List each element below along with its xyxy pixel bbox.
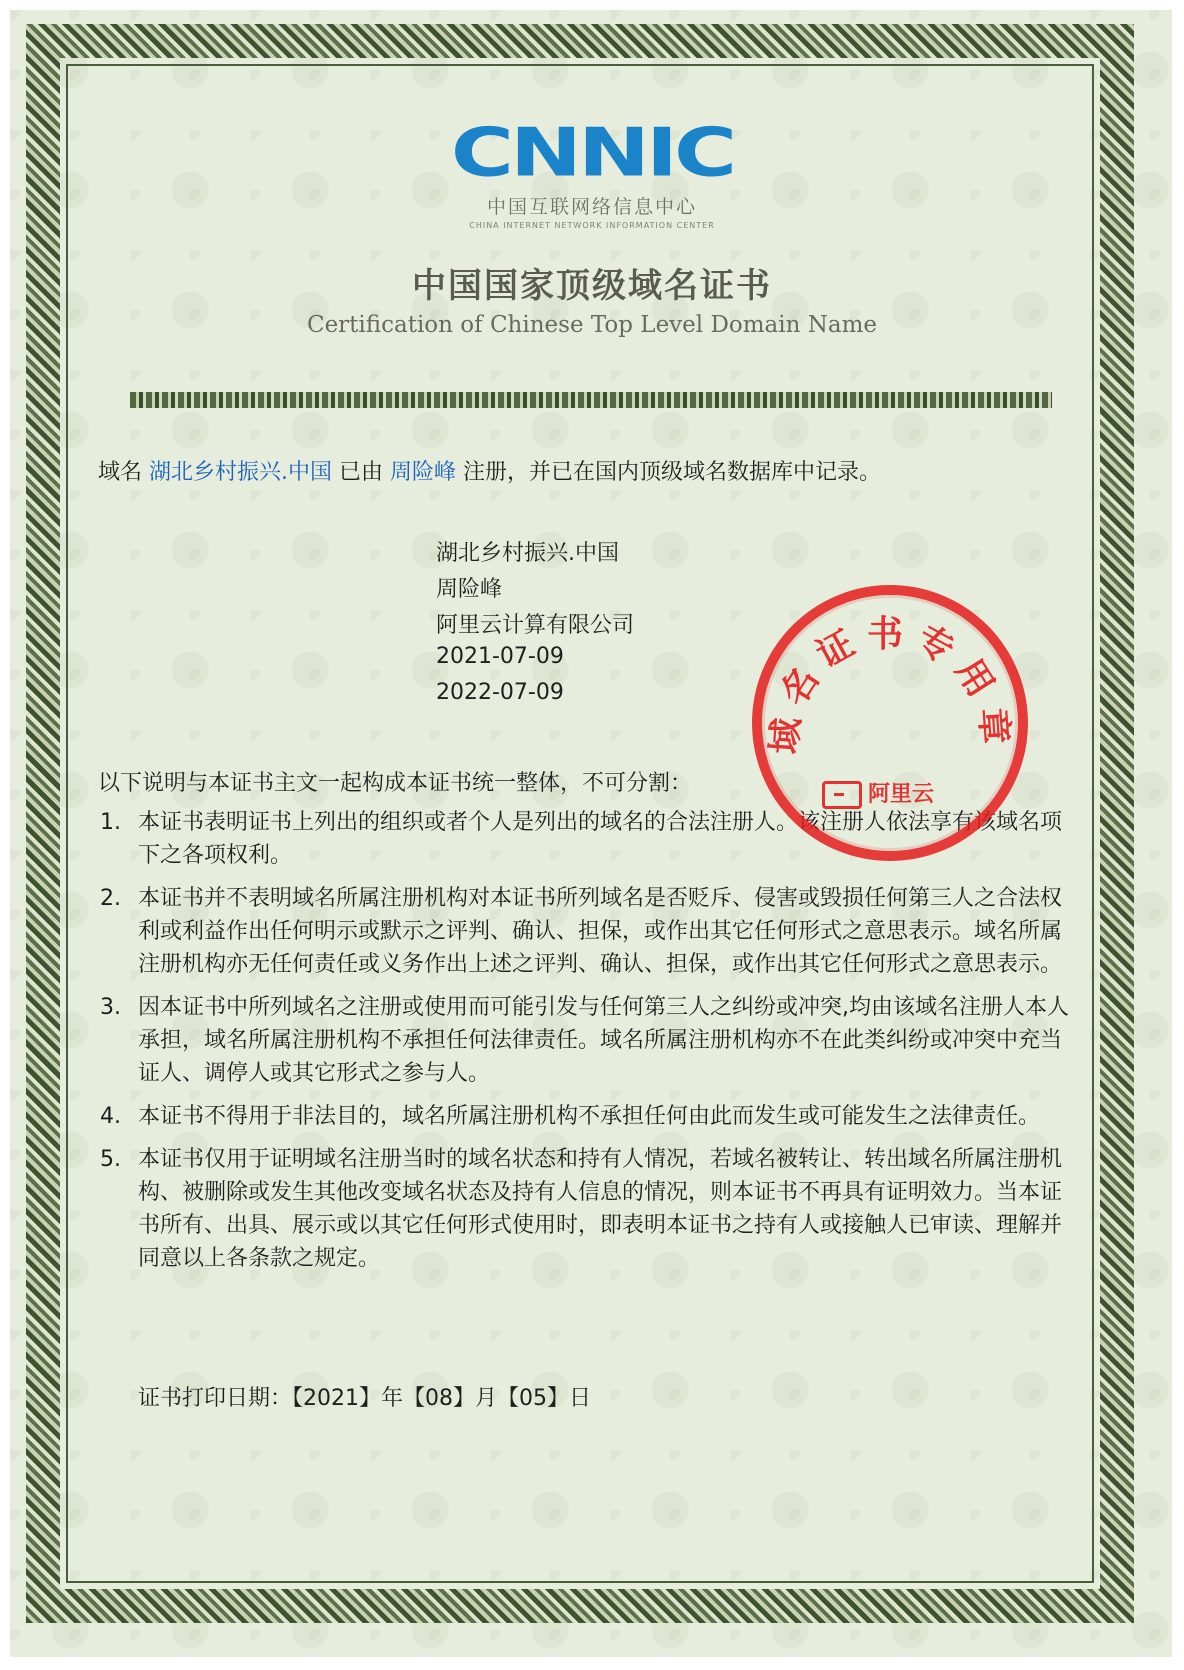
note-number: 4. — [100, 1104, 121, 1129]
logo-english-name: CHINA INTERNET NETWORK INFORMATION CENTER — [469, 221, 715, 230]
note-text: 本证书表明证书上列出的组织或者个人是列出的域名的合法注册人。该注册人依法享有该域名项下之各项权利。 — [138, 810, 1063, 868]
note-text: 本证书并不表明域名所属注册机构对本证书所列域名是否贬斥、侵害或毁损任何第三人之合法权利或利益作出任何明示或默示之评判、确认、担保，或作出其它任何形式之意思表示。域名所属注册机构亦无任何责任或义务作出上述之评判、确认、担保，或作出其它任何形式之意思表示。 — [138, 886, 1063, 977]
notes-list — [100, 806, 1080, 1285]
info-value: 周险峰 — [436, 577, 503, 602]
notes-lead: 以下说明与本证书主文一起构成本证书统一整体，不可分割： — [98, 771, 693, 796]
note-number: 5. — [100, 1147, 121, 1172]
seal-logo-text: 阿里云 — [868, 782, 935, 807]
title-chinese: 中国国家顶级域名证书 — [412, 266, 772, 306]
intro-middle: 已由 — [339, 460, 384, 485]
note-text: 本证书不得用于非法目的，域名所属注册机构不承担任何由此而发生或可能发生之法律责任。 — [138, 1104, 1041, 1129]
seal-aliyun-logo — [822, 777, 962, 811]
official-seal-stamp — [752, 585, 1028, 861]
intro-prefix: 域名 — [98, 460, 143, 485]
ornamental-divider — [130, 392, 1052, 408]
note-item — [100, 882, 1080, 981]
svg-text:域名证书专用章 — [764, 613, 1017, 755]
seal-text: 域名证书专用章 — [763, 613, 1017, 756]
intro-domain: 湖北乡村振兴.中国 — [149, 460, 333, 485]
note-item — [100, 1143, 1080, 1275]
logo-chinese-name: 中国互联网络信息中心 — [486, 196, 697, 218]
title-english: Certification of Chinese Top Level Domain Name — [306, 312, 878, 338]
print-date: 证书打印日期：【2021】年【08】月【05】日 — [138, 1386, 591, 1411]
intro-holder: 周险峰 — [390, 460, 457, 485]
note-number: 3. — [100, 995, 121, 1020]
cnnic-logo — [0, 110, 1184, 230]
note-number: 2. — [100, 886, 121, 911]
intro-sentence — [98, 458, 881, 488]
note-text: 因本证书中所列域名之注册或使用而可能引发与任何第三人之纠纷或冲突,均由该域名注册人本人承担，域名所属注册机构不承担任何法律责任。域名所属注册机构亦不在此类纠纷或冲突中充当证人、调停人或其它形式之参与人。 — [138, 995, 1069, 1086]
logo-mark: CNNIC — [450, 114, 734, 192]
info-value: 阿里云计算有限公司 — [436, 613, 635, 638]
seal-arc-text — [762, 595, 1018, 851]
aliyun-logo-icon — [822, 781, 862, 809]
info-value: 2022-07-09 — [436, 680, 564, 705]
note-number: 1. — [100, 810, 121, 835]
info-value: 2021-07-09 — [436, 644, 564, 669]
intro-suffix: 注册，并已在国内顶级域名数据库中记录。 — [463, 460, 882, 485]
info-value: 湖北乡村振兴.中国 — [436, 541, 619, 566]
note-text: 本证书仅用于证明域名注册当时的域名状态和持有人情况，若域名被转让、转出域名所属注册机构、被删除或发生其他改变域名状态及持有人信息的情况，则本证书不再具有证明效力。当本证书所有、出具、展示或以其它任何形式使用时，即表明本证书之持有人或接触人已审读、理解并同意以上各条款之规定。 — [138, 1147, 1063, 1271]
note-item — [100, 1100, 1080, 1133]
note-item — [100, 991, 1080, 1090]
